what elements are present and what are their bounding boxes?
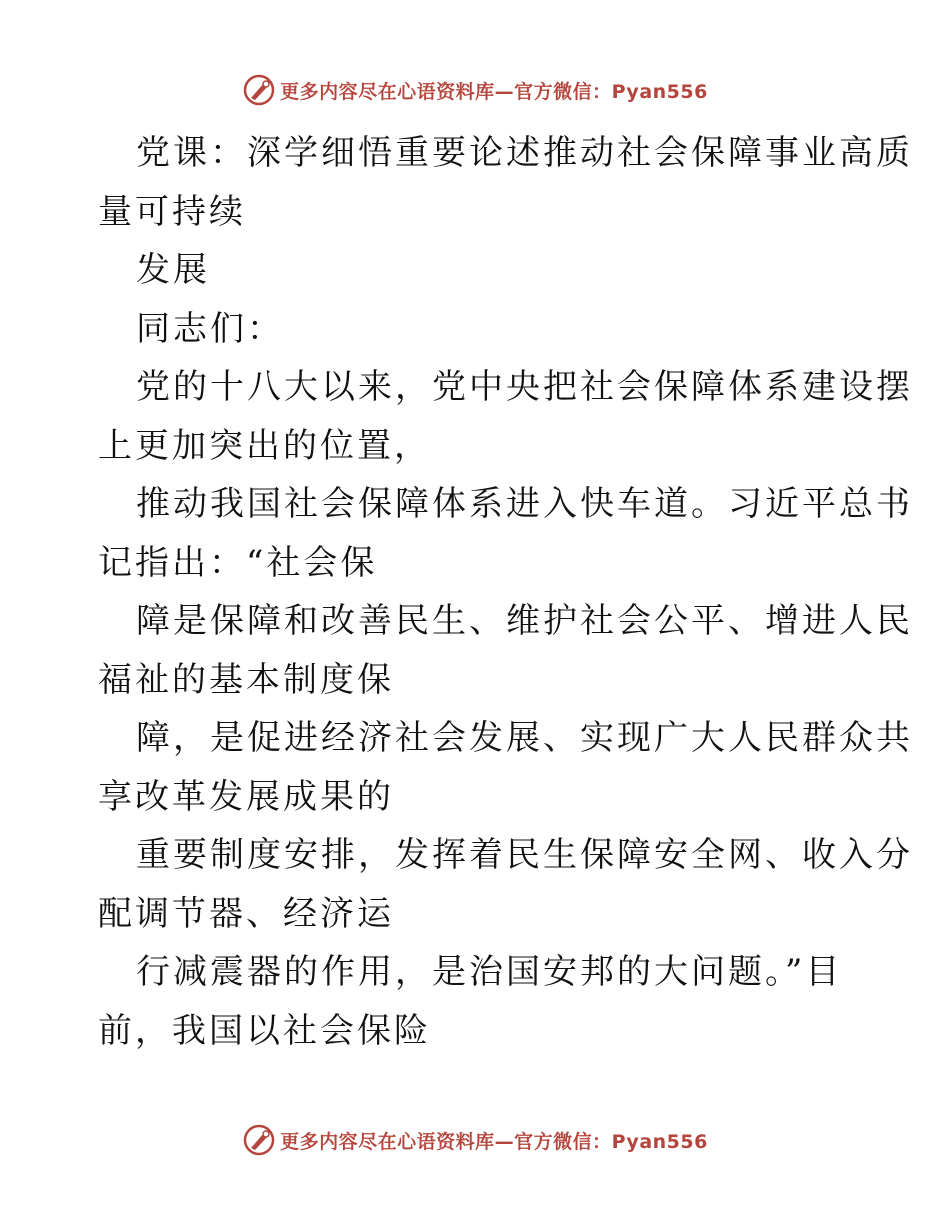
document-line: 障，是促进经济社会发展、实现广大人民群众共 — [136, 718, 913, 758]
document-line: 推动我国社会保障体系进入快车道。习近平总书 — [136, 484, 913, 524]
document-line: 发展 — [136, 250, 210, 290]
pen-logo-icon — [242, 1123, 276, 1157]
document-line: 党课：深学细悟重要论述推动社会保障事业高质 — [136, 133, 913, 173]
document-line: 党的十八大以来，党中央把社会保障体系建设摆 — [136, 367, 913, 407]
document-body — [98, 124, 913, 1060]
document-line: 障是保障和改善民生、维护社会公平、增进人民 — [136, 601, 913, 641]
document-line: 量可持续 — [98, 191, 246, 232]
document-line: 配调节器、经济运 — [98, 893, 394, 934]
document-line: 行减震器的作用，是治国安邦的大问题。”目 — [136, 952, 843, 992]
header-banner — [0, 68, 950, 112]
document-line: 福祉的基本制度保 — [98, 659, 394, 700]
pen-logo-icon — [242, 73, 276, 107]
footer-banner-text: 更多内容尽在心语资料库—官方微信：Pyan556 — [280, 1130, 708, 1153]
document-line: 同志们： — [136, 308, 284, 349]
document-line: 享改革发展成果的 — [98, 776, 394, 817]
footer-banner — [0, 1118, 950, 1162]
document-line: 前，我国以社会保险 — [98, 1010, 431, 1051]
document-line: 重要制度安排，发挥着民生保障安全网、收入分 — [136, 835, 913, 875]
document-line: 记指出：“社会保 — [98, 542, 378, 583]
header-banner-text: 更多内容尽在心语资料库—官方微信：Pyan556 — [280, 80, 708, 103]
document-line: 上更加突出的位置， — [98, 425, 431, 466]
